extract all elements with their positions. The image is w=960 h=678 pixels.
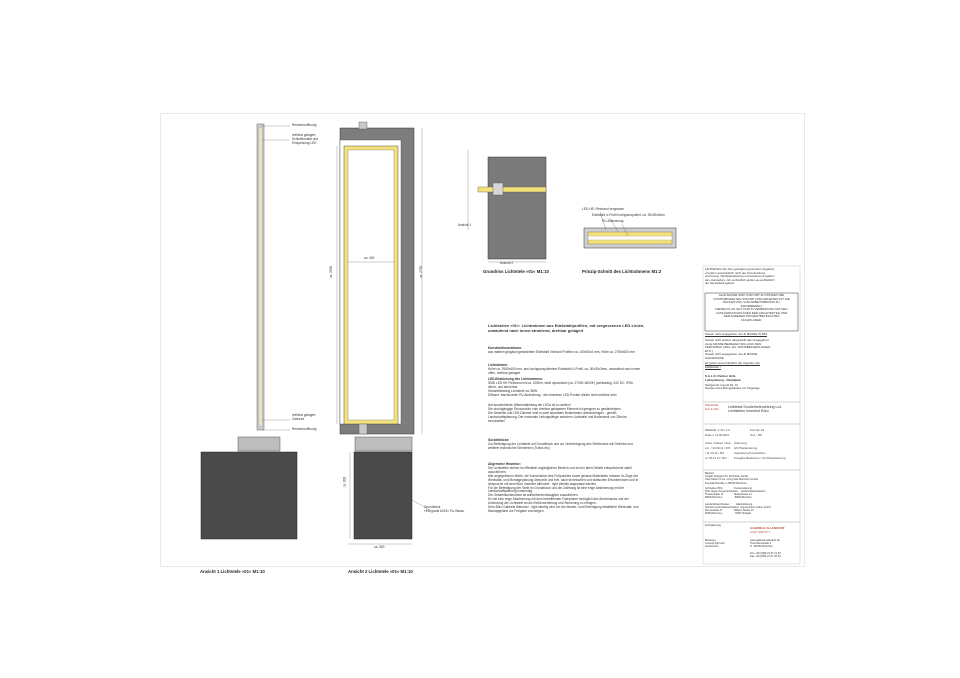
parties-engineers: Landschaftsarchitekten Elektroplanung Schmidt Landschaftsarchitekten Ingenieurbüro Gröber GmbH Klenzestraße 47 Wilhelm-Straße 10 80469 München 70567 Stuttgart	[705, 503, 771, 515]
dim-foundation-width: ca. 500	[374, 545, 385, 549]
led-text: SMD LED HE Flexband mit ca. 10W/m, weiß dynamisch (ca. 2700K-6000K) (weitwinkig, 24V DC, IP66, dimm- und steuerbar Gesamtleistung Lichtstele ca. 58W Diffusor: transluzente PU-Abdeckung - die einzelnen LED-Punkte dürfen nicht sichtbar sein.	[488, 381, 634, 397]
row-left: d / 20.11.11 / RO	[705, 456, 727, 460]
parties-architects: Architekten BDA Freiraumplanung PGP Jürgen Pergel Architekten Landschaftsarchitekten Theaterstraße 12 Skulptstrasse 14 80539 München 80539 München	[705, 487, 766, 499]
parties-client: Bauherr Projekt Stuttgart XII. Wohnbau GmbH Über Martin & Co. und große München GmbH Kreuzkirchstraße 4, 80539 München	[705, 472, 758, 485]
row-right: GN Planänderung	[734, 446, 758, 450]
row-left: Maßstab: 1:10 / 1:2	[705, 428, 730, 432]
callout-led-strip: LED-HE: Flexband vergossen	[582, 207, 625, 211]
callout-profile: Edelstahl U-Profil hochglanzpoliert, ca. 30x30x3mm	[592, 213, 665, 217]
row-right: Gez.: RO	[750, 433, 763, 437]
project-address: Stuttgart-W. Gerold-Str. 10 Neubau eines Bürogebäudes mit Tiefgarage	[705, 383, 760, 391]
titleblock-valid-note: Es gelten ausschließlich die Angaben der Maßketten !	[705, 361, 760, 369]
plan-content: Leitdetail Sonderbeleuchtung Lo1 Lichtstelen Innenhof Büro	[728, 405, 782, 414]
row-left: / 11.10.11 / RO	[705, 451, 725, 455]
titleblock-scale-note: Soweit nicht angegeben: ALLE MASSE IN MM	[705, 332, 767, 336]
frame-title: Lichtrahmen:	[488, 363, 509, 367]
row-left: Index / Datum / Zeic.	[705, 441, 732, 445]
construction-title: Konstruktionsrahmen:	[488, 346, 523, 350]
view1-base-block	[238, 437, 280, 451]
row-right: Änderung	[734, 441, 747, 445]
section-caption: Prinzip-Schnitt des Lichtrahmens M1:2	[582, 269, 662, 274]
dim-width-inner: ca. 400	[364, 256, 375, 260]
view2-pivot-top	[359, 122, 367, 129]
callout-revision-bottom: Revisionsöffnung	[292, 427, 317, 431]
row-right: Anpassung Konstruktion	[734, 451, 766, 455]
plan-pivot	[493, 183, 503, 195]
led-title: LED-Bestückung des Lichtrahmens:	[488, 377, 543, 381]
titleblock-ref-note: Soweit nicht anders dargestellt oder angegeben: ALLE MASSE BEZIEHEN SICH AUF DEN FERTIGBAU (INKL. EV. WANDBEKLEIDUNGEN ETC.) Soweit nicht angegeben: ALLE MASSE ACHSMASSE	[705, 338, 771, 360]
plan-block	[488, 157, 546, 259]
plan-frame-bar	[478, 187, 546, 192]
office-label: Lichtplanung	[705, 523, 721, 527]
base-title: Sockelblöcke:	[488, 438, 510, 442]
plan-label: Planinhalt GA-X-C01	[705, 403, 719, 411]
plan-caption: Grundriss Lichtstele »01« M1:10	[483, 269, 549, 274]
view1-pole-inner	[259, 128, 262, 426]
titleblock-note-box: ALLE MASSE SIND VOR ORT ZU PRÜFEN, BEI UNSTIMMIGKEITEN SOFORT UNKLARHEITEN IST DIE BAULEITUNG VOR ARBEITSBEGINN ZU INFORMIEREN. DIESER PLAN GILT NUR IN VERBINDUNG MIT DEN AUSFÜHRUNGSPLÄNEN DER ARCHITEKTEN UND DER ANDEREN PROJEKTBETEILIGTEN FACHPLANER.	[713, 293, 790, 322]
callout-pivot-bottom: drehbar gelagert, Zahnrad	[292, 413, 317, 421]
frame-text: Höhe ca. 2550x400 mm, aus hochglanzpoliertem Edelstahl U-Profil, ca. 30x30x3mm, umlaufend nach innen offen, drehbar gelagert	[488, 367, 641, 375]
view1-caption: Ansicht 1 Lichtstele »01« M1:10	[200, 569, 265, 574]
base-text: Zur Befestigung der Lichtstele auf Grundblock und zur Unterbringung des Stellmotors mit Getriebe und weiterer technischer Elementen (Trafos etc)	[488, 442, 633, 450]
row-left: a.b. / 14.09.11 / RO	[705, 446, 731, 450]
dim-height-inner: ca. 2550	[329, 265, 334, 279]
callout-diffuser: PU-Abdeckung	[602, 219, 624, 223]
view1-foundation	[201, 452, 297, 539]
view2-base-block	[355, 437, 412, 451]
view2-caption: Ansicht 2 Lichtstele »01« M1:10	[348, 569, 413, 574]
row-right: Format: A3	[750, 428, 765, 432]
office-name: GABRIELE ALLENDORF	[750, 526, 785, 530]
view2-light-frame-inner	[348, 150, 394, 420]
office-desc: Beratung concept light and architecture	[705, 539, 725, 549]
plan-view-ref2: Ansicht 2	[500, 261, 514, 265]
view2-foundation	[354, 452, 412, 539]
dim-height-outer: ca. 2730	[419, 265, 424, 279]
general-text: Die Lichtstelen stehen im öffentlich zugänglichen Bereich und sind in allen Details entsprechend stabil auszuführen. Alle angegebenen Maße, die Konstruktion des Fußpunktes sowie genaue Materialien müssen im Zuge der Werkstatt- und Montageplanung überprüft und evtl. nach technischen und statischen Erfordernissen und in Absprache mit dem Büro Gabriele Allendorf - light identity angepasst werden. Für die Befestigung der Stele im Grundblock und die Zuleitung ist eine enge Abstimmung mit der Landschaftsplanung notwendig. Die Gesamtkonstruktion ist außenbereichstauglich auszuführen. Es hat eine enge Abstimmung mit dem betreffenden Fachplaner bezüglich des Anschlusses und der Anbindung der Lichtstele an die Elektroverteilung und Steuerung zu erfolgen. Dem Büro Gabriele Allendorf - light identity sind vor der Muster- und Einfertigung detaillierte Werkstatt- und Montagepläne zur Freigabe vorzulegen.	[488, 466, 639, 513]
titleblock-note: LEITDETAIL Die hier gezeigten genannten Angaben ersetzen ausdrücklich nicht die Konstruktions- zeichnung, Werkplanplanung und weiteren Angaben des Herstellers. Als verbindlich gelten ausschließlich die Herstellerangaben.	[705, 267, 775, 286]
notes-text: Auf ausreichende Wärmeableitung der LEDs ist zu achten! Die durchgängige Stromzufuhr zum drehbar gelagerten Element ist geeignet zu gewährleisten. Die Netzteile und LED-Dimmer sind in zwei separaten Bodentanks unterzubringen - gemäß Landschaftsplanung. Der maximale Leitungslänge zwischen Lichtstele und Bodentank von 28m ist einzuhalten!	[488, 403, 627, 423]
description-heading: Lichtstelen »01«: Lichtrahmen aus Edelstahlprofilen, mit vergossenen LED-Linien, umlaufend nach innen strahlend, drehbar gelagert	[488, 323, 645, 333]
general-title: Allgemeine Hinweise:	[488, 462, 521, 466]
section-diffuser	[588, 236, 672, 240]
construction-text: aus mattem gingasnt gestrahltem Edelstahl Vierkant Profilen ca. 100x60x4 mm, Höhe ca. 2750x600 mm	[488, 350, 635, 354]
row-right: Freigabe Bauherren / GU-Planänderung	[734, 456, 786, 460]
callout-revision-top: Revisionsöffnung	[292, 123, 317, 127]
callout-foundation: Grundblock »Elingranit A315« Fa. Basso	[424, 505, 465, 513]
office-web: www.gabriele-allendorf.de Theresienstraße 4 D - 80333 München	[750, 539, 780, 549]
row-left: Datum: 11.09.2011	[705, 433, 730, 437]
office-sub: LIGHT IDENTITY	[750, 531, 771, 534]
office-phone: Fon +49 (0)89 21 57 21 52 Fax +49 (0)89 21 57 40 54	[750, 552, 781, 559]
callout-pivot-top: drehbar gelagert, Schleifkontakt und Einspeisung LED	[292, 133, 319, 145]
plan-view-ref: Ansicht 1	[458, 223, 472, 227]
project-title: S.A.L.O. Partner Höfe Lichtplanung - Detailplan	[705, 374, 741, 382]
view2-pivot-bottom	[359, 424, 367, 434]
dim-foundation-height: ca. 600	[342, 476, 347, 488]
